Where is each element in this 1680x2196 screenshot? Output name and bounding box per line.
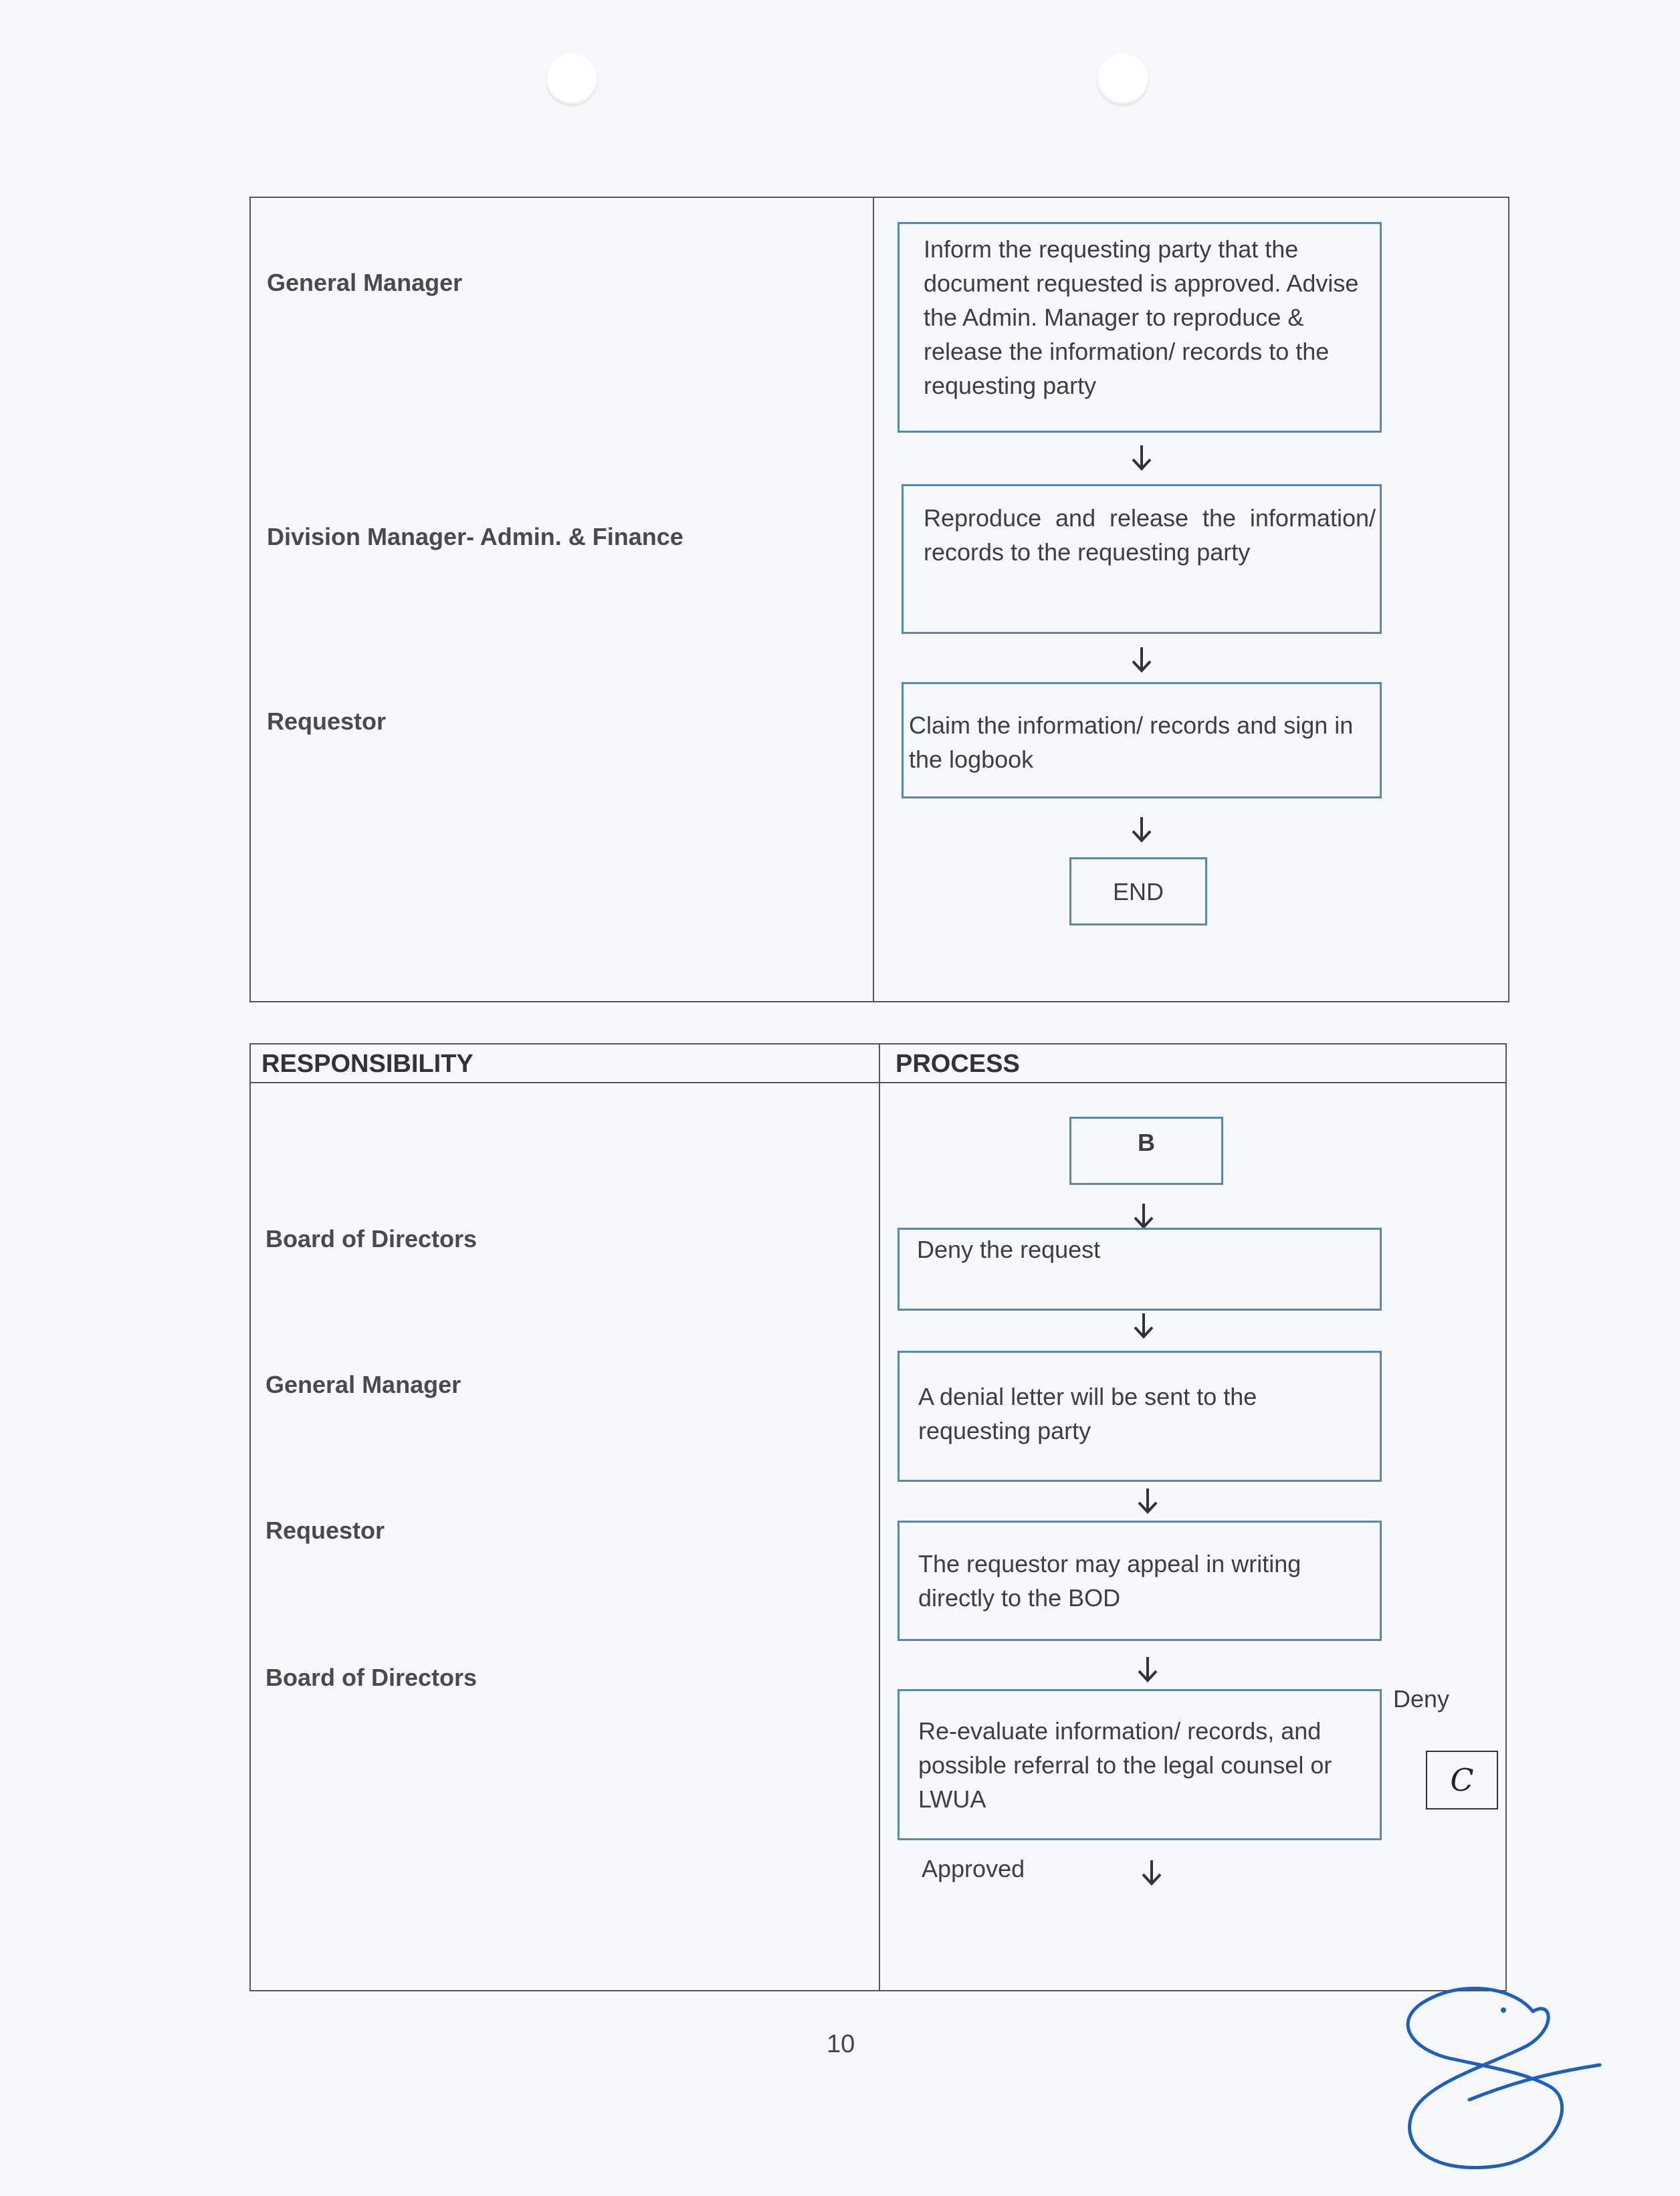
header-process: PROCESS [896, 1050, 1020, 1078]
role-division-manager: Division Manager- Admin. & Finance [267, 523, 684, 550]
bottom-flow-table [249, 1043, 1507, 1991]
approved-label: Approved [922, 1855, 1025, 1882]
header-separator [251, 1082, 1505, 1083]
role-general-manager: General Manager [267, 269, 463, 296]
step-re-evaluate: Re-evaluate information/ records, and possible referral to the legal counsel or LWUA [898, 1689, 1382, 1840]
down-arrow-icon [1136, 1656, 1159, 1682]
down-arrow-icon [1136, 1487, 1159, 1514]
step-appeal-in-writing: The requestor may appeal in writing directly to the BOD [898, 1521, 1382, 1641]
column-divider [879, 1045, 880, 1990]
signature-initials [1386, 1973, 1606, 2187]
step-deny-request: Deny the request [898, 1228, 1382, 1311]
connector-b: B [1069, 1117, 1223, 1185]
role-general-manager: General Manager [266, 1371, 461, 1398]
connector-c: C [1426, 1751, 1498, 1809]
down-arrow-icon [1132, 1312, 1155, 1339]
role-board-of-directors: Board of Directors [266, 1225, 478, 1252]
column-divider [873, 198, 874, 1001]
down-arrow-icon [1130, 646, 1153, 673]
step-inform-requesting-party: Inform the requesting party that the document requested is approved. Advise the Admin. Manager to reproduce & release the information/ records to the requesting party [898, 222, 1382, 433]
down-arrow-icon [1140, 1859, 1163, 1886]
deny-label: Deny [1393, 1685, 1450, 1713]
punch-hole-left [546, 53, 598, 106]
down-arrow-icon [1132, 1202, 1155, 1229]
role-board-of-directors-appeal: Board of Directors [266, 1664, 478, 1691]
down-arrow-icon [1130, 444, 1153, 471]
role-requestor: Requestor [267, 707, 387, 735]
top-flow-table [249, 197, 1509, 1002]
step-reproduce-release: Reproduce and release the information/ records to the requesting party [902, 484, 1382, 634]
punch-hole-right [1097, 53, 1149, 106]
step-denial-letter: A denial letter will be sent to the requesting party [898, 1351, 1382, 1482]
page-number: 10 [827, 2030, 855, 2058]
header-responsibility: RESPONSIBILITY [261, 1050, 474, 1078]
role-requestor: Requestor [266, 1517, 385, 1544]
step-claim-records: Claim the information/ records and sign in the logbook [902, 682, 1382, 798]
down-arrow-icon [1130, 816, 1153, 843]
end-terminal: END [1069, 857, 1207, 925]
